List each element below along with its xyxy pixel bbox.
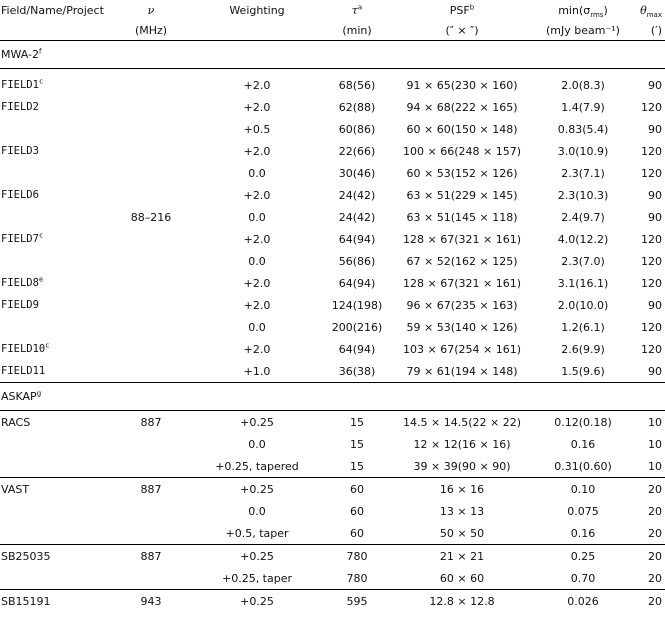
theta-cell: 120 (641, 276, 662, 290)
header-tau: $\tau^a$ (351, 2, 363, 17)
psf-cell: 60 × 60(150 × 148) (406, 122, 518, 136)
theta-cell: 10 (648, 459, 662, 473)
theta-cell: 120 (641, 144, 662, 158)
field-name: FIELD8e (1, 275, 44, 289)
header-frequency: ν (147, 3, 155, 17)
weighting-cell: 0.0 (248, 254, 266, 268)
field-name: FIELD7$^c$ (1, 231, 44, 245)
weighting-cell: +1.0 (243, 364, 271, 378)
tau-cell: 56(86) (338, 254, 376, 268)
psf-cell: 12.8 × 12.8 (392, 590, 532, 613)
field-name: FIELD6 (1, 188, 39, 201)
rms-cell: 2.6(9.9) (561, 342, 605, 356)
rms-cell: 1.2(6.1) (561, 320, 605, 334)
table-row (0, 567, 665, 590)
psf-cell: 96 × 67(235 × 163) (406, 298, 518, 312)
weighting-cell: +2.0 (243, 144, 271, 158)
tau-cell: 24(42) (338, 210, 376, 224)
frequency-cell (110, 184, 192, 206)
tau-cell: 595 (322, 590, 392, 613)
field-name: VAST (0, 478, 110, 501)
field-name (0, 162, 110, 184)
theta-cell: 20 (634, 590, 665, 613)
theta-cell: 90 (648, 188, 662, 202)
rms-cell: 3.0(10.9) (557, 144, 609, 158)
table-row (0, 96, 665, 118)
unit-rms: (mJy beam⁻¹) (546, 23, 620, 37)
theta-cell: 120 (641, 342, 662, 356)
psf-cell: 63 × 51(229 × 145) (406, 188, 518, 202)
psf-cell: 63 × 51(145 × 118) (406, 210, 518, 224)
tau-cell: 60 (350, 504, 364, 518)
tau-cell: 60 (322, 478, 392, 501)
group-header-mwa: MWA-2$^f$ (0, 41, 665, 69)
header-rms: $\min(\sigma_{rms})$ (558, 3, 608, 19)
group-header-askap: ASKAP$^g$ (0, 383, 665, 411)
tau-cell: 30(46) (338, 166, 376, 180)
weighting-cell: +2.0 (243, 342, 271, 356)
unit-tau: (min) (342, 23, 372, 37)
table-row (0, 316, 665, 338)
weighting-cell: +0.25, taper (221, 571, 293, 585)
weighting-cell: 0.0 (248, 504, 266, 518)
table-row (0, 478, 665, 501)
tau-cell: 15 (322, 411, 392, 434)
psf-cell: 103 × 67(254 × 161) (403, 342, 521, 356)
rms-cell: 0.25 (532, 545, 634, 568)
tau-cell: 68(56) (338, 78, 376, 92)
weighting-cell: +2.0 (243, 188, 271, 202)
unit-frequency: (MHz) (134, 23, 168, 37)
table-row (0, 433, 665, 455)
table-row (0, 228, 665, 250)
weighting-cell: 0.0 (248, 166, 266, 180)
unit-theta: (′) (650, 23, 662, 37)
psf-cell: 60 × 60 (439, 571, 485, 585)
field-name (0, 522, 110, 545)
rms-cell: 4.0(12.2) (557, 232, 609, 246)
theta-cell: 10 (634, 411, 665, 434)
psf-cell: 94 × 68(222 × 165) (406, 100, 518, 114)
theta-cell: 90 (648, 298, 662, 312)
tau-cell: 64(94) (338, 232, 376, 246)
theta-cell: 120 (641, 320, 662, 334)
frequency-cell (110, 500, 192, 522)
psf-cell: 39 × 39(90 × 90) (413, 459, 511, 473)
tau-cell: 60(86) (338, 122, 376, 136)
table-row (0, 411, 665, 434)
frequency-cell (110, 74, 192, 96)
table-row (0, 272, 665, 294)
theta-cell: 20 (648, 571, 662, 585)
field-name: FIELD10$^c$ (1, 341, 50, 355)
weighting-cell: +0.5, taper (225, 526, 289, 540)
table-row (0, 455, 665, 478)
frequency-cell (110, 522, 192, 545)
rms-cell: 2.3(10.3) (557, 188, 609, 202)
tau-cell: 64(94) (338, 276, 376, 290)
tau-cell: 780 (322, 545, 392, 568)
table-row (0, 184, 665, 206)
frequency-cell: 943 (110, 590, 192, 613)
rms-cell: 0.16 (570, 526, 596, 540)
table-row (0, 522, 665, 545)
table-row (0, 118, 665, 140)
weighting-cell: +2.0 (243, 232, 271, 246)
rms-cell: 2.0(10.0) (557, 298, 609, 312)
table-row (0, 74, 665, 96)
rms-cell: 2.3(7.0) (561, 254, 605, 268)
field-name: FIELD9 (1, 298, 39, 311)
theta-cell: 120 (641, 232, 662, 246)
rms-cell: 1.5(9.6) (561, 364, 605, 378)
rms-cell: 2.0(8.3) (561, 78, 605, 92)
mwa-rows (0, 74, 665, 383)
field-name: SB15191 (0, 590, 110, 613)
askap-rows (0, 411, 665, 613)
table-row (0, 294, 665, 316)
field-name (0, 455, 110, 478)
theta-cell: 120 (641, 166, 662, 180)
theta-cell: 90 (648, 364, 662, 378)
header-psf: PSF$^b$ (449, 2, 475, 17)
psf-cell: 12 × 12(16 × 16) (413, 437, 511, 451)
frequency-cell (110, 250, 192, 272)
weighting-cell: 0.0 (248, 320, 266, 334)
header-theta: $\theta_{max}$ (640, 3, 662, 19)
table-row (0, 360, 665, 383)
psf-cell: 79 × 61(194 × 148) (406, 364, 518, 378)
field-name: FIELD3 (1, 144, 39, 157)
frequency-cell (110, 272, 192, 294)
frequency-cell (110, 140, 192, 162)
tau-cell: 36(38) (338, 364, 376, 378)
unit-psf: (″ × ″) (445, 23, 479, 37)
weighting-cell: +2.0 (243, 276, 271, 290)
frequency-cell (110, 455, 192, 478)
psf-cell: 100 × 66(248 × 157) (403, 144, 521, 158)
rms-cell: 0.026 (532, 590, 634, 613)
theta-cell: 120 (641, 254, 662, 268)
psf-cell: 60 × 53(152 × 126) (406, 166, 518, 180)
rms-cell: 2.4(9.7) (561, 210, 605, 224)
frequency-cell (110, 96, 192, 118)
frequency-cell (110, 360, 192, 383)
header-units-row (0, 20, 665, 41)
field-name: FIELD1$^c$ (1, 77, 44, 91)
psf-cell: 91 × 65(230 × 160) (406, 78, 518, 92)
weighting-cell: 0.0 (248, 437, 266, 451)
weighting-cell: +0.25 (192, 478, 322, 501)
psf-cell: 59 × 53(140 × 126) (406, 320, 518, 334)
weighting-cell: +0.25 (192, 545, 322, 568)
weighting-cell: +2.0 (243, 298, 271, 312)
theta-cell: 90 (648, 78, 662, 92)
rms-cell: 0.31(0.60) (554, 459, 612, 473)
frequency-cell: 887 (110, 411, 192, 434)
rms-cell: 0.10 (532, 478, 634, 501)
weighting-cell: 0.0 (248, 210, 266, 224)
header-row (0, 0, 665, 20)
rms-cell: 3.1(16.1) (557, 276, 609, 290)
rms-cell: 0.12(0.18) (532, 411, 634, 434)
frequency-cell (110, 118, 192, 140)
weighting-cell: +0.25 (192, 411, 322, 434)
field-name (0, 250, 110, 272)
frequency-cell (110, 433, 192, 455)
table-row (0, 250, 665, 272)
table-row (0, 545, 665, 568)
frequency-cell (110, 338, 192, 360)
field-name (0, 316, 110, 338)
weighting-cell: +0.5 (243, 122, 271, 136)
tau-cell: 64(94) (338, 342, 376, 356)
weighting-cell: +0.25 (192, 590, 322, 613)
theta-cell: 20 (634, 545, 665, 568)
frequency-cell (110, 294, 192, 316)
rms-cell: 0.83(5.4) (557, 122, 609, 136)
frequency-cell: 887 (110, 478, 192, 501)
theta-cell: 90 (648, 122, 662, 136)
tau-cell: 200(216) (331, 320, 383, 334)
table-row (0, 338, 665, 360)
theta-cell: 20 (648, 526, 662, 540)
theta-cell: 20 (634, 478, 665, 501)
theta-cell: 20 (648, 504, 662, 518)
psf-cell: 50 × 50 (439, 526, 485, 540)
field-name (0, 567, 110, 590)
psf-cell: 128 × 67(321 × 161) (403, 276, 521, 290)
table-row (0, 500, 665, 522)
field-name (0, 500, 110, 522)
table-row (0, 162, 665, 184)
field-name (0, 118, 110, 140)
psf-cell: 14.5 × 14.5(22 × 22) (392, 411, 532, 434)
theta-cell: 10 (648, 437, 662, 451)
rms-cell: 0.70 (570, 571, 596, 585)
weighting-cell: +2.0 (243, 100, 271, 114)
table-row (0, 590, 665, 613)
rms-cell: 2.3(7.1) (561, 166, 605, 180)
field-name (0, 433, 110, 455)
header-field: Field/Name/Project (1, 3, 104, 17)
rms-cell: 0.16 (570, 437, 596, 451)
rms-cell: 0.075 (567, 504, 599, 518)
table-row (0, 206, 665, 228)
frequency-cell (110, 228, 192, 250)
frequency-cell: 887 (110, 545, 192, 568)
field-name: FIELD2 (1, 100, 39, 113)
psf-cell: 13 × 13 (439, 504, 485, 518)
tau-cell: 60 (350, 526, 364, 540)
theta-cell: 90 (648, 210, 662, 224)
tau-cell: 15 (350, 437, 364, 451)
frequency-cell (110, 567, 192, 590)
field-name (0, 206, 110, 228)
tau-cell: 15 (350, 459, 364, 473)
frequency-cell: 88–216 (130, 210, 172, 224)
tau-cell: 22(66) (338, 144, 376, 158)
frequency-cell (110, 316, 192, 338)
field-name: FIELD11 (1, 364, 46, 377)
tau-cell: 780 (346, 571, 368, 585)
tau-cell: 24(42) (338, 188, 376, 202)
table-row (0, 140, 665, 162)
weighting-cell: +2.0 (243, 78, 271, 92)
rms-cell: 1.4(7.9) (561, 100, 605, 114)
field-name: SB25035 (0, 545, 110, 568)
weighting-cell: +0.25, tapered (215, 459, 299, 473)
psf-cell: 128 × 67(321 × 161) (403, 232, 521, 246)
frequency-cell (110, 162, 192, 184)
field-name: RACS (0, 411, 110, 434)
psf-cell: 67 × 52(162 × 125) (406, 254, 518, 268)
psf-cell: 16 × 16 (392, 478, 532, 501)
theta-cell: 120 (641, 100, 662, 114)
header-weighting: Weighting (229, 3, 285, 17)
tau-cell: 62(88) (338, 100, 376, 114)
tau-cell: 124(198) (331, 298, 383, 312)
psf-cell: 21 × 21 (392, 545, 532, 568)
